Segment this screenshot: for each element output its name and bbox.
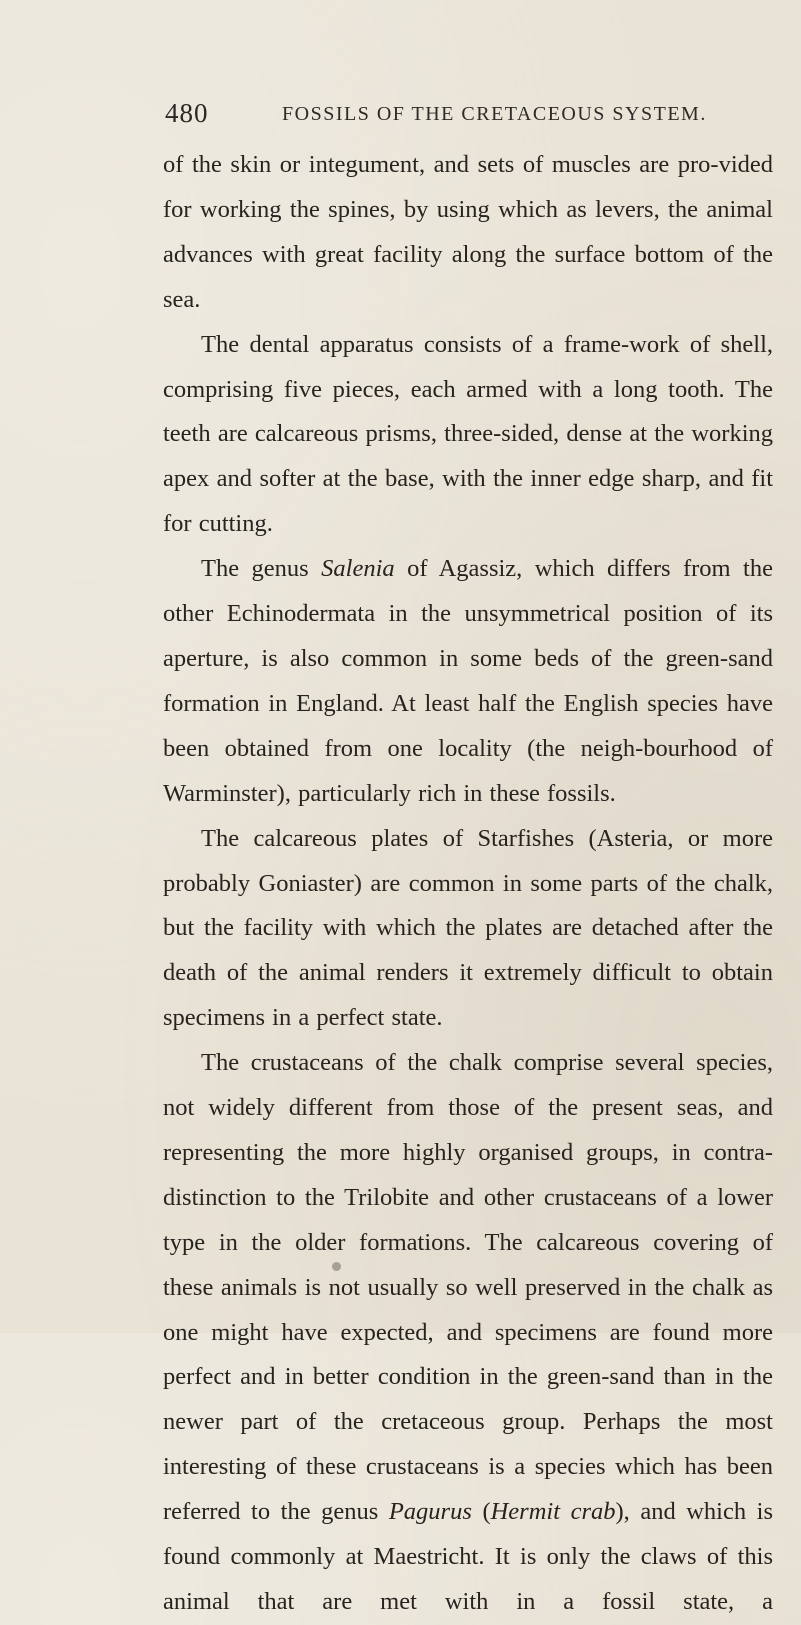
paragraph	[163, 323, 773, 548]
text-run: The crustaceans of the chalk comprise several species, not widely different from those of the present seas, and representing the more highly organised groups, in contra-distinction to the Trilobite and other crustaceans of a lower type in the older formations. The calcareous covering of these animals is not usually so well preserved in the chalk as one might have expected, and specimens are found more perfect and in better condition in the green-sand than in the newer part of the cretaceous group. Perhaps the most interesting of these crustaceans is a species which has been referred to the genus	[163, 1049, 773, 1526]
page-header	[165, 98, 765, 128]
italic-term: Salenia	[321, 555, 395, 583]
running-title: FOSSILS OF THE CRETACEOUS SYSTEM.	[282, 103, 707, 125]
page-number: 480	[165, 98, 209, 128]
text-run: The genus	[201, 555, 322, 583]
body-text	[163, 143, 773, 1625]
text-run: (	[471, 1498, 491, 1526]
paragraph	[163, 817, 773, 1042]
italic-term: Hermit crab	[490, 1498, 616, 1526]
paragraph	[163, 547, 773, 816]
text-run: ), and which is found commonly at Maestricht. It is only the claws of this animal that are met with in a fossil state, a	[163, 1498, 773, 1615]
italic-term: Pagurus	[388, 1498, 472, 1526]
text-run: of the skin or integument, and sets of muscles are pro-vided for working the spines, by using which as levers, the animal advances with great facility along the surface bottom of the sea.	[163, 151, 773, 313]
text-run: of Agassiz, which differs from the other Echinodermata in the unsymmetrical position of its aperture, is also common in some beds of the green-sand formation in England. At least half the English species have been obtained from one locality (the neigh-bourhood of Warminster), particularly rich in these fossils.	[163, 555, 773, 807]
text-run: The dental apparatus consists of a frame-work of shell, comprising five pieces, each armed with a long tooth. The teeth are calcareous prisms, three-sided, dense at the working apex and softer at the base, with the inner edge sharp, and fit for cutting.	[163, 330, 773, 538]
paper-speck	[332, 1262, 341, 1271]
paragraph	[163, 1041, 773, 1625]
paragraph	[163, 143, 773, 323]
text-run: The calcareous plates of Starfishes (Asteria, or more probably Goniaster) are common in some parts of the chalk, but the facility with which the plates are detached after the death of the animal renders it extremely difficult to obtain specimens in a perfect state.	[163, 824, 773, 1032]
